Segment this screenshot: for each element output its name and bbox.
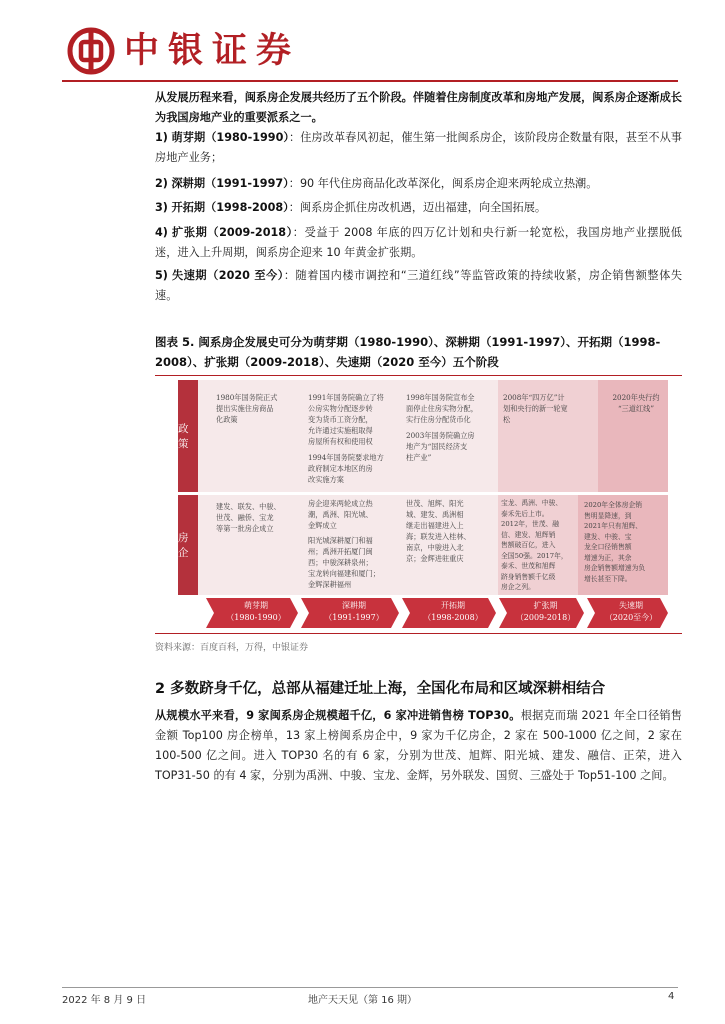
phase-label-4: 扩张期 （2009-2018） (515, 601, 576, 622)
brand-name: 中银证券 (124, 30, 301, 71)
figure-rule (155, 375, 682, 376)
company-cell-3: 世茂、旭辉、阳光 城、建发、禹洲相 继走出福建进入上 海；联发进入桂林、 南京，中骏进入北 京；金辉进驻重庆 (406, 499, 471, 563)
stage-3: 3) 开拓期（1998-2008）：闽系房企抓住房改机遇，迈出福建，向全国拓展。 (155, 201, 547, 214)
company-cell-2: 房企迎来两轮成立热 潮，禹洲、阳光城、 金辉成立 阳光城深耕厦门和福 州；禹洲开拓厦门闽 西；中骏深耕泉州； 宝龙转向福建和厦门； 金辉深耕福州 (308, 499, 380, 589)
section-2-paragraph: 从规模水平来看，9 家闽系房企规模超千亿，6 家冲进销售榜 TOP30。根据克而瑞 2021 年全口径销售金额 Top100 房企榜单，13 家上榜闽系房企中，9 家为千亿房企，2 家在 500-1000 亿之间，2 家在 100-500 亿之间。进入 TOP30 名的有 6 家，分别为世茂、旭辉、阳光城、建发、融信、正荣，进入 TOP31-50 的有 4 家，分别为禹洲、中骏、宝龙、金辉，另外联发、国贸、三盛处于 Top51-100 之间。 (155, 709, 682, 782)
policy-cell-2: 1991年国务院确立了将 公房实物分配逐步转 变为货币工资分配， 允许通过实施租取得 房屋所有权和使用权 1994年国务院要求地方 政府制定本地区的房 改实施方案 (308, 393, 384, 484)
company-cell-4: 宝龙、禹洲、中骏、 泰禾先后上市。 2012年，世茂、融 信、建发、旭辉销 售额破百亿，进入 全国50强。2017年， 泰禾、世茂和旭辉 跻身销售额千亿级 房企之列。 (501, 499, 568, 591)
phase-label-1: 萌芽期 （1980-1990） (226, 601, 286, 622)
header-rule (62, 80, 678, 82)
company-cell-1: 建发、联发、中骏、 世茂、融侨、宝龙 等第一批房企成立 (216, 502, 281, 533)
timeline-figure (178, 380, 668, 630)
phase-label-2: 深耕期 （1991-1997） (324, 601, 384, 622)
row-label-company: 房企 (178, 495, 198, 595)
phase-label-5: 失速期 （2020至今） (604, 601, 658, 622)
bank-of-china-logo (67, 27, 115, 75)
stage-5: 5) 失速期（2020 至今）：随着国内楼市调控和“三道红线”等监管政策的持续收紧，房企销售额整体失速。 (155, 269, 683, 302)
footer-title: 地产天天见（第 16 期） (307, 995, 418, 1006)
footer-date: 2022 年 8 月 9 日 (62, 995, 147, 1006)
figure-source: 资料来源：百度百科，万得，中银证券 (155, 643, 309, 653)
figure-title: 图表 5. 闽系房企发展史可分为萌芽期（1980-1990）、深耕期（1991-1997）、开拓期（1998-2008）、扩张期（2009-2018）、失速期（2020 至今）五个阶段 (155, 335, 661, 369)
company-cell-5: 2020年全体房企销 售明显降速，到 2021年只有旭辉、 建发、中骏、宝 龙全口径销售额 增速为正，其余 房企销售额增速为负 增长甚至下降。 (584, 501, 646, 583)
policy-cell-1: 1980年国务院正式 提出实施住房商品 化政策 (216, 393, 278, 424)
stage-2: 2) 深耕期（1991-1997）：90 年代住房商品化改革深化，闽系房企迎来两轮成立热潮。 (155, 177, 598, 190)
policy-cell-3: 1998年国务院宣布全 面停止住房实物分配， 实行住房分配货币化 2003年国务院确立房 地产为“国民经济支 柱产业” (406, 393, 478, 462)
footer-rule (62, 987, 678, 988)
intro-lead: 从发展历程来看，闽系房企发展共经历了五个阶段。伴随着住房制度改革和房地产发展，闽系房企逐渐成长为我国房地产业的重要派系之一。 (155, 91, 682, 124)
section-2-title: 2 多数跻身千亿，总部从福建迁址上海，全国化布局和区域深耕相结合 (155, 681, 606, 697)
stage-1: 1) 萌芽期（1980-1990）：住房改革春风初起，催生第一批闽系房企，该阶段房企数量有限，甚至不从事房地产业务； (155, 131, 682, 164)
phase-label-3: 开拓期 （1998-2008） (423, 601, 483, 622)
stage-4: 4) 扩张期（2009-2018）：受益于 2008 年底的四万亿计划和央行新一轮宽松，我国房地产业摆脱低迷，进入上升周期，闽系房企迎来 10 年黄金扩张期。 (155, 226, 682, 259)
source-rule (155, 633, 682, 634)
policy-cell-4: 2008年“四万亿”计 划和央行的新一轮宽 松 (503, 393, 568, 424)
page-number: 4 (668, 991, 675, 1002)
row-label-policy: 政策 (178, 380, 198, 492)
policy-cell-5: 2020年央行约 “三道红线” (612, 393, 660, 413)
